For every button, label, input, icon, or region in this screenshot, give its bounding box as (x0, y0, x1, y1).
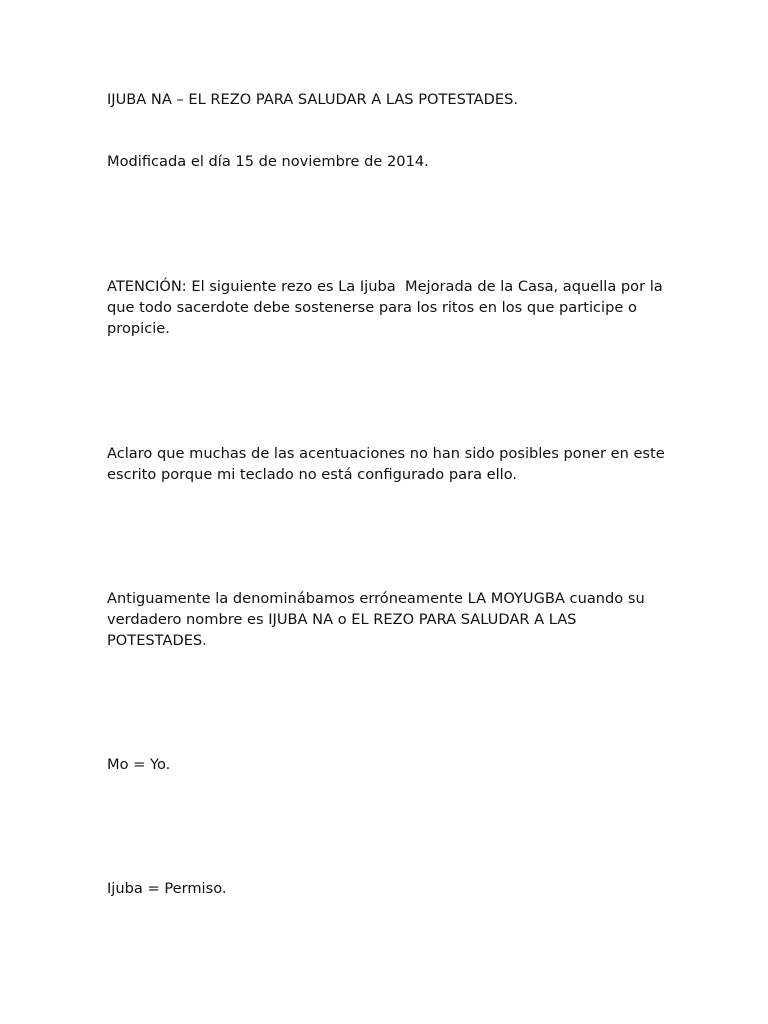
former-name-paragraph: Antiguamente la denominábamos erróneamente LA MOYUGBA cuando su verdadero nombre es IJUBA NA o EL REZO PARA SALUDAR A LAS POTESTADES. (107, 590, 650, 649)
accents-note-paragraph: Aclaro que muchas de las acentuaciones no han sido posibles poner en este escrito porque mi teclado no está configurado para ello. (107, 445, 670, 483)
definition-mo: Mo = Yo. (107, 756, 171, 773)
modified-date: Modificada el día 15 de noviembre de 2014. (107, 153, 429, 170)
attention-paragraph: ATENCIÓN: El siguiente rezo es La Ijuba Mejorada de la Casa, aquella por la que todo sacerdote debe sostenerse para los ritos en los que participe o propicie. (107, 278, 668, 337)
definition-ijuba: Ijuba = Permiso. (107, 880, 227, 897)
document-title: IJUBA NA – EL REZO PARA SALUDAR A LAS POTESTADES. (107, 91, 519, 108)
